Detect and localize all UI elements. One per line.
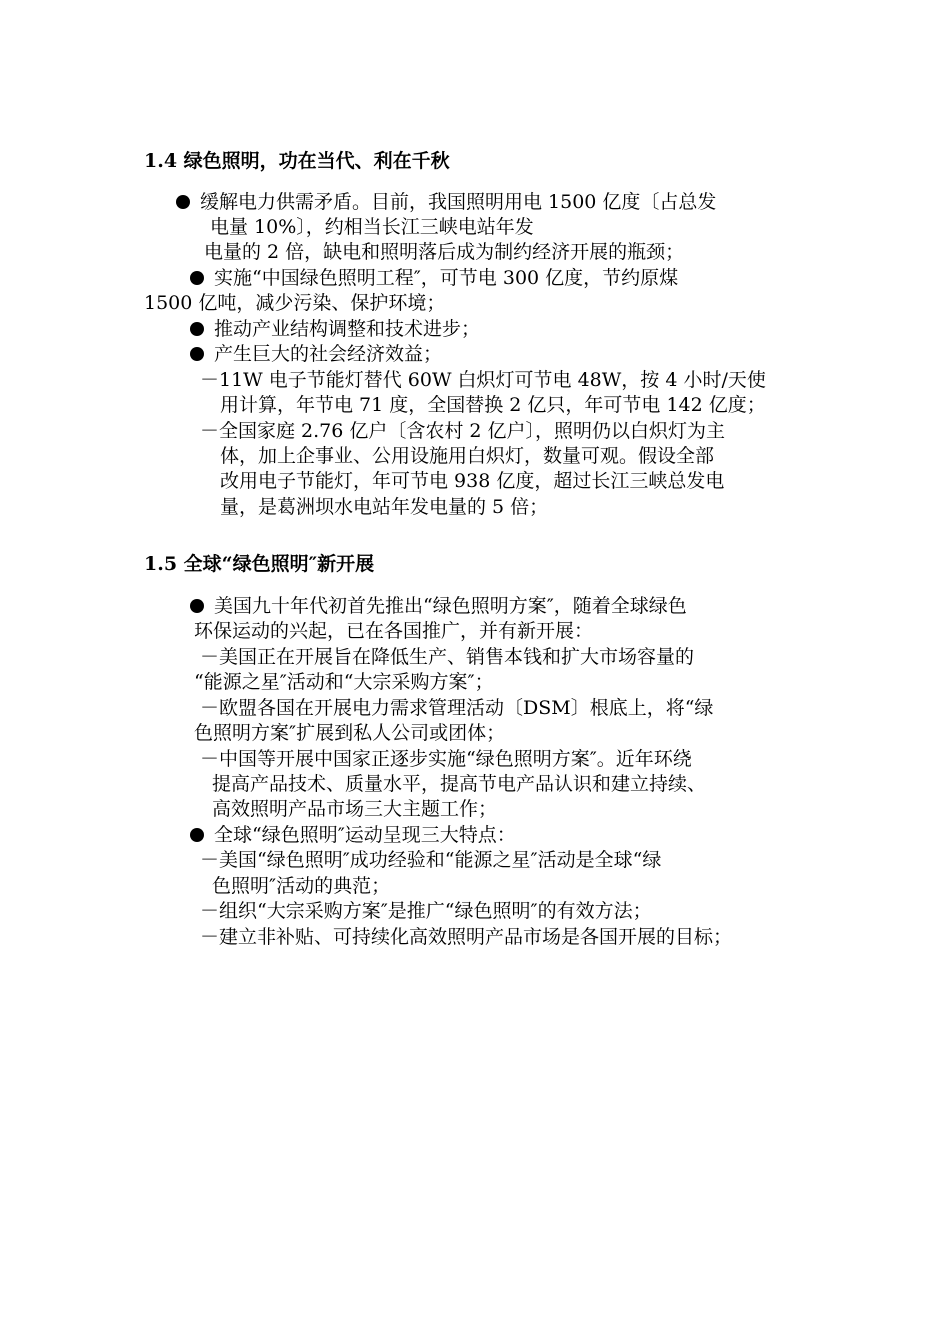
paragraph-line: 改用电子节能灯，年可节电 938 亿度，超过长江三峡总发电	[220, 470, 725, 492]
bullet-icon	[190, 599, 204, 613]
paragraph-line: －美国“绿色照明″成功经验和“能源之星″活动是全球“绿	[200, 849, 662, 871]
paragraph-line: “能源之星″活动和“大宗采购方案″；	[194, 671, 494, 693]
paragraph-line: －欧盟各国在开展电力需求管理活动〔DSM〕根底上，将“绿	[200, 697, 714, 719]
bullet-item	[176, 190, 716, 215]
paragraph-line: －中国等开展中国家正逐步实施“绿色照明方案″。近年环绕	[200, 748, 692, 770]
bullet-item	[190, 266, 678, 291]
paragraph-line: 体，加上企事业、公用设施用白炽灯，数量可观。假设全部	[220, 445, 715, 467]
paragraph-line: 高效照明产品市场三大主题工作；	[212, 798, 498, 820]
paragraph-line: 全球“绿色照明″运动呈现三大特点：	[214, 824, 516, 846]
bullet-icon	[190, 322, 204, 336]
paragraph-line: －全国家庭 2.76 亿户〔含农村 2 亿户〕，照明仍以白炽灯为主	[200, 420, 726, 442]
paragraph-line: 推动产业结构调整和技术进步；	[214, 318, 481, 340]
paragraph-line: 色照明″活动的典范；	[212, 875, 391, 897]
paragraph-line: 色照明方案″扩展到私人公司或团体；	[194, 722, 506, 744]
bullet-item	[190, 342, 442, 367]
bullet-item	[190, 823, 516, 848]
paragraph-line: 电量的 2 倍，缺电和照明落后成为制约经济开展的瓶颈；	[204, 241, 685, 263]
bullet-icon	[190, 271, 204, 285]
paragraph-line: 缓解电力供需矛盾。目前，我国照明用电 1500 亿度〔占总发	[200, 191, 717, 213]
bullet-icon	[176, 195, 190, 209]
paragraph-line: －建立非补贴、可持续化高效照明产品市场是各国开展的目标；	[200, 926, 733, 948]
paragraph-line: 用计算，年节电 71 度，全国替换 2 亿只，年可节电 142 亿度；	[220, 394, 766, 416]
paragraph-line: 电量 10%〕，约相当长江三峡电站年发	[210, 216, 534, 238]
paragraph-line: 产生巨大的社会经济效益；	[214, 343, 443, 365]
section-heading-1-5: 1.5 全球“绿色照明″新开展	[144, 553, 375, 575]
paragraph-line: 量，是葛洲坝水电站年发电量的 5 倍；	[220, 496, 549, 518]
bullet-item	[190, 317, 480, 342]
section-heading-1-4: 1.4 绿色照明，功在当代、利在千秋	[144, 150, 450, 172]
paragraph-line: 提高产品技术、质量水平，提高节电产品认识和建立持续、	[212, 773, 707, 795]
paragraph-line: 1500 亿吨，减少污染、保护环境；	[144, 292, 446, 314]
paragraph-line: －美国正在开展旨在降低生产、销售本钱和扩大市场容量的	[200, 646, 695, 668]
bullet-item	[190, 594, 687, 619]
paragraph-line: －组织“大宗采购方案″是推广“绿色照明″的有效方法；	[200, 900, 652, 922]
paragraph-line: 实施“中国绿色照明工程″，可节电 300 亿度，节约原煤	[214, 267, 679, 289]
bullet-icon	[190, 828, 204, 842]
bullet-icon	[190, 347, 204, 361]
paragraph-line: 美国九十年代初首先推出“绿色照明方案″，随着全球绿色	[214, 595, 687, 617]
paragraph-line: 环保运动的兴起，已在各国推广，并有新开展：	[194, 620, 594, 642]
paragraph-line: －11W 电子节能灯替代 60W 白炽灯可节电 48W，按 4 小时/天使	[200, 369, 766, 391]
